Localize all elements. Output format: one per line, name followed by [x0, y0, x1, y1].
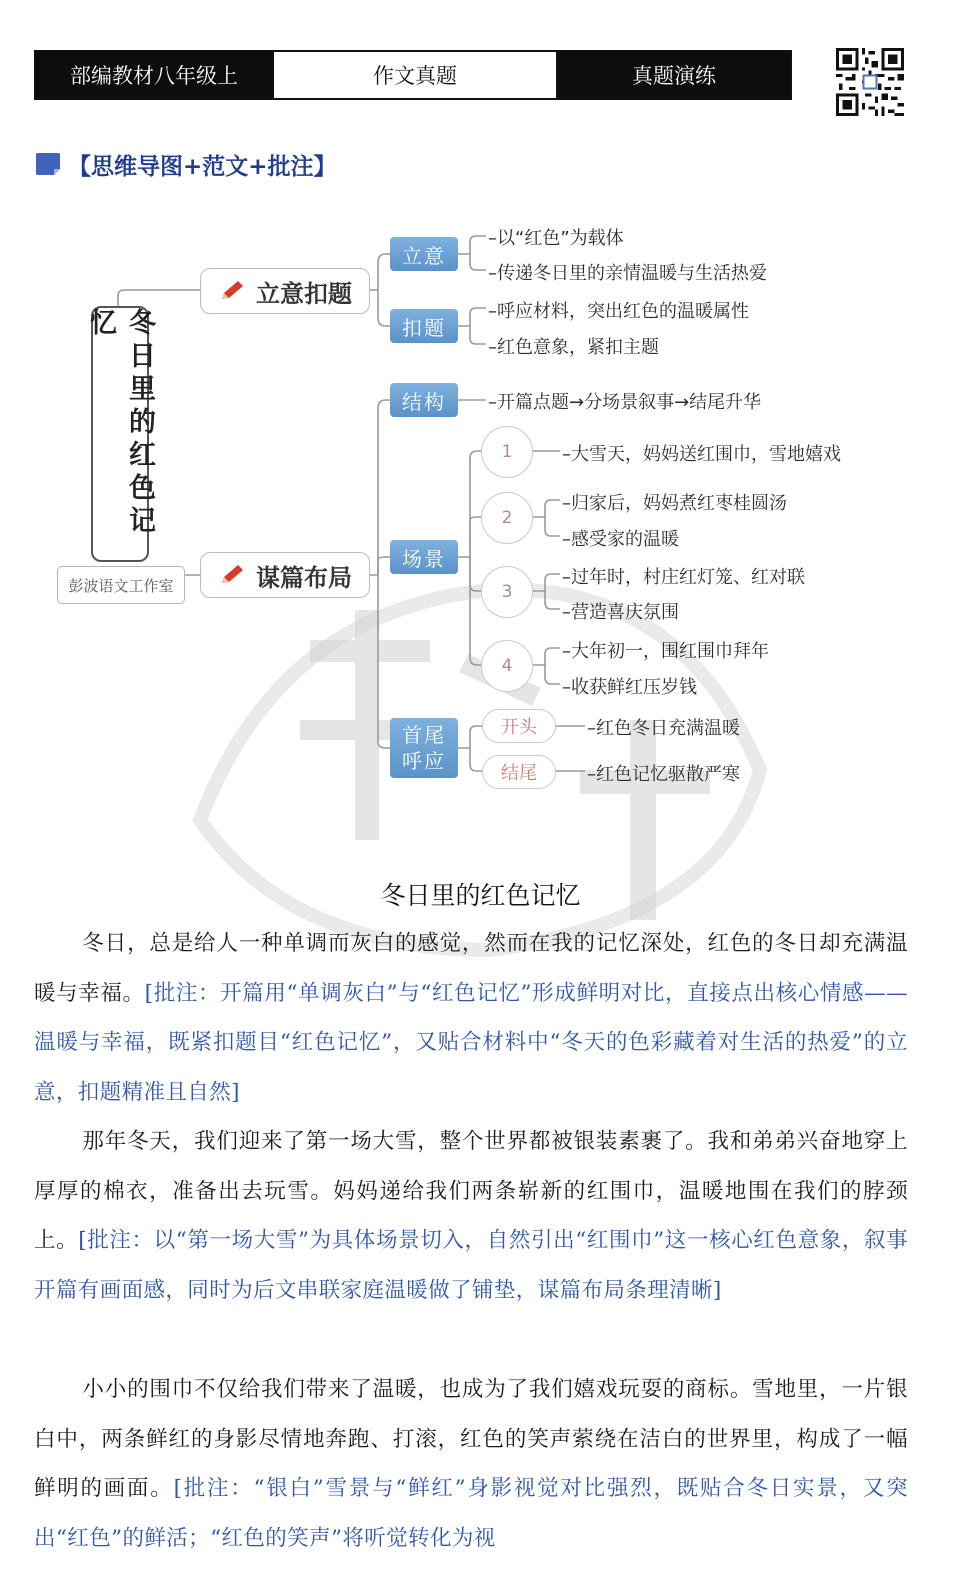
node-changjing: 场景 — [390, 540, 458, 574]
lizhi-item-2: –传递冬日里的亲情温暖与生活热爱 — [488, 263, 767, 284]
header-bar — [34, 50, 792, 100]
node-opening: 开头 — [482, 709, 556, 743]
node-kouti: 扣题 — [390, 309, 458, 343]
essay-title: 冬日里的红色记忆 — [380, 881, 581, 910]
scene-2-item-2: –感受家的温暖 — [562, 529, 679, 550]
branch-moupian-buju: 谋篇布局 — [200, 552, 370, 598]
scene-number-3: 3 — [481, 566, 533, 618]
section-heading — [34, 148, 337, 181]
ending-item: –红色记忆驱散严寒 — [587, 764, 740, 785]
branch-lizhi-kouti: 立意扣题 — [200, 268, 370, 314]
opening-item: –红色冬日充满温暖 — [587, 718, 740, 739]
scene-number-2: 2 — [481, 492, 533, 544]
scene-1-item-1: –大雪天，妈妈送红围巾，雪地嬉戏 — [562, 444, 841, 465]
node-jiegou: 结构 — [390, 383, 458, 417]
node-ending: 结尾 — [482, 755, 556, 789]
essay-paragraph-1 — [34, 919, 908, 1117]
section-title: 【思维导图+范文+批注】 — [68, 154, 337, 180]
paragraph-text: 那年冬天，我们迎来了第一场大雪，整个世界都被银装素裹了。我和弟弟兴奋地穿上厚厚的棉衣，准备出去玩雪。妈妈递给我们两条崭新的红围巾，温暖地围在我们的脖颈上。 — [34, 1129, 908, 1254]
pencil-icon — [218, 279, 246, 303]
header-practice: 真题演练 — [558, 52, 790, 98]
scene-3-item-1: –过年时，村庄红灯笼、红对联 — [562, 567, 805, 588]
annotation: [批注：以“第一场大雪”为具体场景切入，自然引出“红围巾”这一核心红色意象，叙事开篇有画面感，同时为后文串联家庭温暖做了铺垫，谋篇布局条理清晰] — [34, 1228, 908, 1303]
annotation: [批注：开篇用“单调灰白”与“红色记忆”形成鲜明对比，直接点出核心情感——温暖与幸福，既紧扣题目“红色记忆”，又贴合材料中“冬天的色彩藏着对生活的热爱”的立意，扣题精准且自然] — [34, 980, 908, 1105]
essay-paragraph-3 — [34, 1365, 908, 1563]
scene-3-item-2: –营造喜庆氛围 — [562, 602, 679, 623]
kouti-item-2: –红色意象，紧扣主题 — [488, 337, 659, 358]
paragraph-text: 小小的围巾不仅给我们带来了温暖，也成为了我们嬉戏玩耍的商标。雪地里，一片银白中，两条鲜红的身影尽情地奔跑、打滚，红色的笑声萦绕在洁白的世界里，构成了一幅鲜明的画面。 — [34, 1377, 908, 1502]
kouti-item-1: –呼应材料，突出红色的温暖属性 — [488, 301, 749, 322]
header-grade: 部编教材八年级上 — [36, 52, 272, 98]
annotation: [批注：“银白”雪景与“鲜红”身影视觉对比强烈，既贴合冬日实景，又突出“红色”的鲜活；“红色的笑声”将听觉转化为视 — [34, 1476, 908, 1551]
scene-number-4: 4 — [481, 640, 533, 692]
node-lizhi: 立意 — [390, 237, 458, 271]
scene-4-item-1: –大年初一，围红围巾拜年 — [562, 641, 769, 662]
lizhi-item-1: –以“红色”为载体 — [488, 228, 624, 249]
qr-code-icon — [836, 48, 904, 116]
bookmark-icon — [34, 151, 64, 179]
header-category: 作文真题 — [272, 52, 558, 98]
essay-paragraph-2 — [34, 1117, 908, 1315]
scene-number-1: 1 — [481, 426, 533, 478]
scene-4-item-2: –收获鲜红压岁钱 — [562, 677, 697, 698]
jiegou-item: –开篇点题→分场景叙事→结尾升华 — [488, 392, 762, 413]
mindmap-root: 冬日里的红色记忆 — [91, 306, 149, 562]
scene-2-item-1: –归家后，妈妈煮红枣桂圆汤 — [562, 493, 787, 514]
studio-label: 彭波语文工作室 — [57, 566, 185, 604]
paragraph-text: 冬日，总是给人一种单调而灰白的感觉，然而在我的记忆深处，红色的冬日却充满温暖与幸福。 — [34, 931, 908, 1006]
pencil-icon — [218, 563, 246, 587]
node-shouwei: 首尾 呼应 — [390, 718, 458, 778]
